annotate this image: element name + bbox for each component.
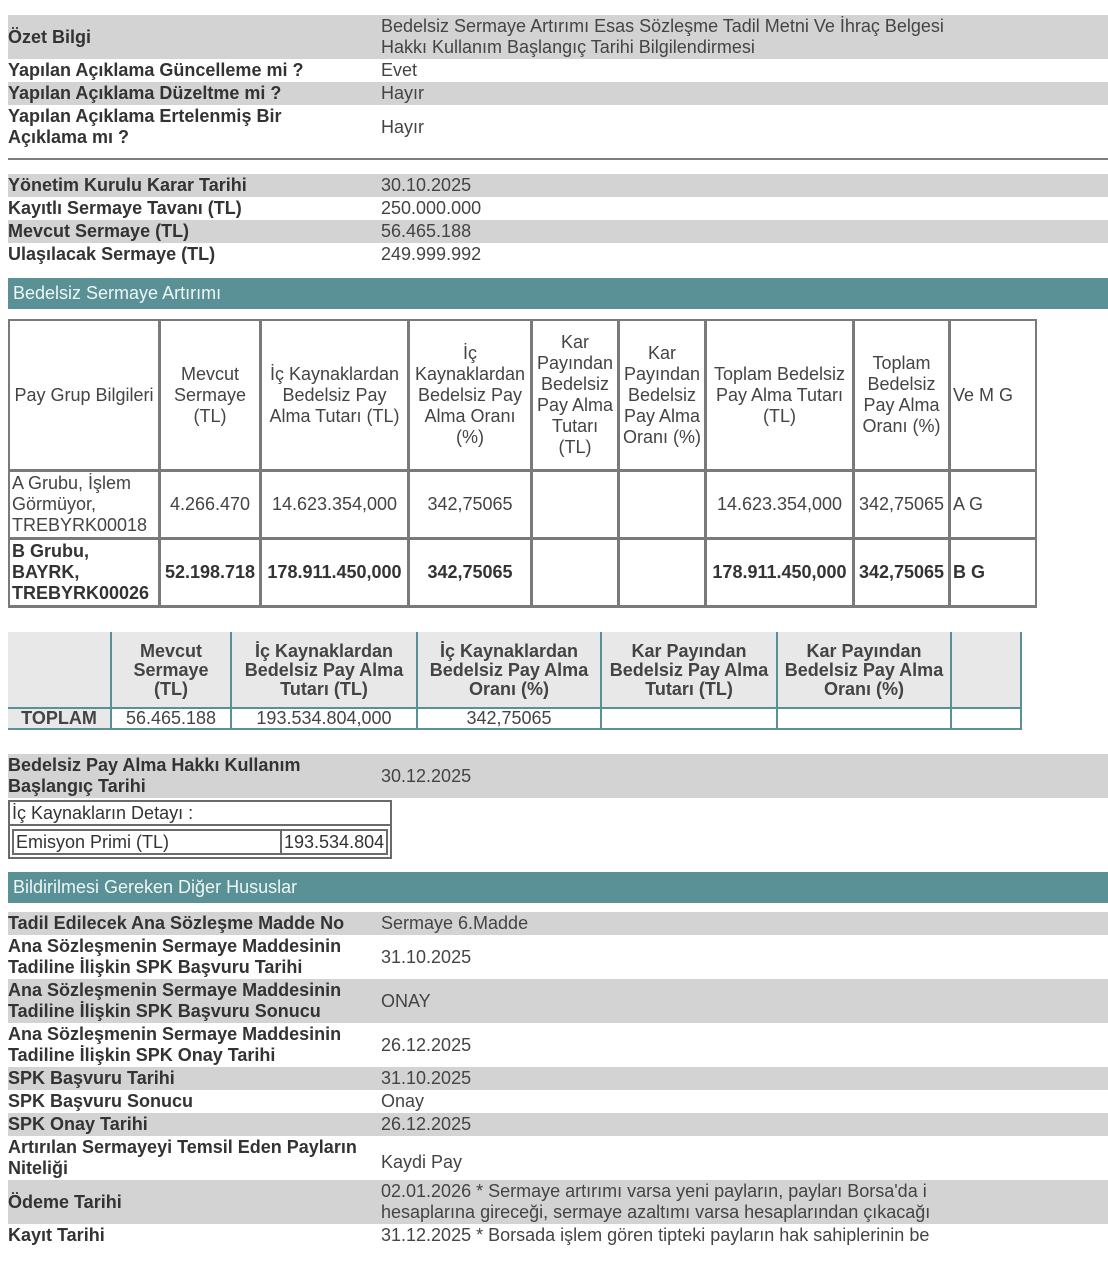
rights-value: 30.12.2025 — [381, 754, 1108, 798]
capital-value: 30.10.2025 — [381, 174, 1108, 197]
capital-label: Ulaşılacak Sermaye (TL) — [8, 244, 216, 264]
group-table — [8, 319, 1037, 608]
other-label: Ödeme Tarihi — [8, 1180, 381, 1224]
summary-label: Özet Bilgi — [8, 15, 381, 59]
other-label: Kayıt Tarihi — [8, 1225, 105, 1245]
ic-tutar-cell: 14.623.354,000 — [260, 470, 408, 538]
header-cell: İç Kaynaklardan Bedelsiz Pay Alma Tutarı (TL) — [260, 319, 408, 470]
total-mevcut: 56.465.188 — [111, 708, 231, 729]
header-cell: Kar Payından Bedelsiz Pay Alma Tutarı (TL) — [601, 632, 777, 708]
header-cell: İç Kaynaklardan Bedelsiz Pay Alma Oranı (%) — [417, 632, 601, 708]
other-row — [8, 1090, 1108, 1113]
emisyon-label: Emisyon Primi (TL) — [14, 829, 282, 853]
header-cell: Kar Payından Bedelsiz Pay Alma Tutarı (TL) — [531, 319, 618, 470]
total-kar-oran — [777, 708, 951, 729]
other-value: ONAY — [381, 979, 1108, 1023]
group-table-header — [8, 319, 1036, 470]
toplam-oran-cell: 342,75065 — [853, 470, 949, 538]
other-label: SPK Başvuru Tarihi — [8, 1067, 381, 1090]
kar-oran-cell — [618, 470, 705, 538]
other-value-line: 02.01.2026 * Sermaye artırımı varsa yeni payların, payları Borsa'da i — [381, 1181, 927, 1201]
other-table — [8, 912, 1108, 1247]
capital-value: 249.999.992 — [381, 244, 482, 264]
divider — [8, 158, 1108, 160]
other-value — [381, 1180, 1108, 1224]
group-row — [8, 470, 1036, 538]
other-value: 31.10.2025 — [381, 946, 472, 967]
other-value: Kaydi Pay — [381, 1151, 463, 1172]
toplam-tutar-cell: 14.623.354,000 — [705, 470, 853, 538]
other-label: Ana Sözleşmenin Sermaye Maddesinin Tadiline İlişkin SPK Başvuru Tarihi — [8, 936, 342, 977]
header-cell: Mevcut Sermaye (TL) — [159, 319, 260, 470]
header-cell: Mevcut Sermaye (TL) — [111, 632, 231, 708]
summary-table — [8, 15, 1108, 149]
summary-row — [8, 82, 1108, 105]
rights-row — [8, 754, 1108, 798]
mevcut-cell: 4.266.470 — [159, 470, 260, 538]
summary-value — [381, 15, 1108, 59]
header-cell — [951, 632, 1021, 708]
summary-label: Yapılan Açıklama Düzeltme mi ? — [8, 82, 381, 105]
capital-label: Kayıtlı Sermaye Tavanı (TL) — [8, 198, 242, 218]
summary-row — [8, 105, 1108, 149]
total-kar-tutar — [601, 708, 777, 729]
other-value: Onay — [381, 1091, 425, 1111]
group-cell: A Grubu, İşlem Görmüyor, TREBYRK00018 — [8, 470, 159, 538]
capital-row — [8, 220, 1108, 243]
other-row — [8, 1224, 1108, 1247]
header-cell: Ve M G — [949, 319, 1036, 470]
header-cell: İç Kaynaklardan Bedelsiz Pay Alma Oranı (%) — [408, 319, 531, 470]
total-row — [8, 708, 1021, 729]
section-header-bedelsiz: Bedelsiz Sermaye Artırımı — [8, 278, 1108, 309]
internal-detail-box — [8, 800, 392, 859]
total-ic-tutar: 193.534.804,000 — [231, 708, 417, 729]
summary-value: Hayır — [381, 82, 1108, 105]
other-label: SPK Onay Tarihi — [8, 1113, 381, 1136]
toplam-oran-cell: 342,75065 — [853, 538, 949, 606]
summary-label: Yapılan Açıklama Güncelleme mi ? — [8, 60, 304, 80]
capital-row — [8, 243, 1108, 266]
ic-oran-cell: 342,75065 — [408, 470, 531, 538]
header-cell: Kar Payından Bedelsiz Pay Alma Oranı (%) — [777, 632, 951, 708]
other-row — [8, 1180, 1108, 1224]
header-cell: İç Kaynaklardan Bedelsiz Pay Alma Tutarı (TL) — [231, 632, 417, 708]
internal-detail-row — [12, 829, 388, 855]
summary-label: Yapılan Açıklama Ertelenmiş Bir Açıklama mı ? — [8, 106, 282, 147]
summary-row — [8, 59, 1108, 82]
other-label: Artırılan Sermayeyi Temsil Eden Payların Niteliği — [8, 1137, 357, 1178]
extra-cell: B G — [949, 538, 1036, 606]
summary-row — [8, 15, 1108, 59]
kar-tutar-cell — [531, 538, 618, 606]
summary-value: Evet — [381, 60, 418, 80]
other-row — [8, 1067, 1108, 1090]
toplam-tutar-cell: 178.911.450,000 — [705, 538, 853, 606]
other-value: 26.12.2025 — [381, 1113, 1108, 1136]
other-label: SPK Başvuru Sonucu — [8, 1091, 194, 1111]
rights-label: Bedelsiz Pay Alma Hakkı Kullanım Başlangıç Tarihi — [8, 754, 381, 798]
capital-label: Yönetim Kurulu Karar Tarihi — [8, 174, 381, 197]
internal-detail-title: İç Kaynakların Detayı : — [10, 802, 390, 826]
summary-value: Hayır — [381, 116, 425, 137]
header-cell: Toplam Bedelsiz Pay Alma Tutarı (TL) — [705, 319, 853, 470]
group-row — [8, 538, 1036, 606]
other-row — [8, 1113, 1108, 1136]
other-row — [8, 1136, 1108, 1180]
ic-oran-cell: 342,75065 — [408, 538, 531, 606]
capital-value: 56.465.188 — [381, 220, 1108, 243]
total-table — [8, 632, 1022, 730]
other-value: 26.12.2025 — [381, 1034, 472, 1055]
total-extra — [951, 708, 1021, 729]
other-row — [8, 1023, 1108, 1067]
header-cell — [8, 632, 111, 708]
ic-tutar-cell: 178.911.450,000 — [260, 538, 408, 606]
capital-row — [8, 174, 1108, 197]
total-label: TOPLAM — [8, 708, 111, 729]
other-value: 31.10.2025 — [381, 1067, 1108, 1090]
other-value-line: hesaplarına gireceği, sermaye azaltımı varsa hesaplarından çıkacağı — [381, 1202, 931, 1222]
other-row — [8, 935, 1108, 979]
capital-label: Mevcut Sermaye (TL) — [8, 220, 381, 243]
header-cell: Pay Grup Bilgileri — [8, 319, 159, 470]
total-table-header — [8, 632, 1021, 708]
kar-tutar-cell — [531, 470, 618, 538]
other-value: 31.12.2025 * Borsada işlem gören tipteki payların hak sahiplerinin be — [381, 1225, 930, 1245]
header-cell: Kar Payından Bedelsiz Pay Alma Oranı (%) — [618, 319, 705, 470]
summary-value-line: Hakkı Kullanım Başlangıç Tarihi Bilgilendirmesi — [381, 37, 755, 57]
other-row — [8, 979, 1108, 1023]
mevcut-cell: 52.198.718 — [159, 538, 260, 606]
emisyon-value: 193.534.804 — [284, 832, 385, 852]
header-cell: Toplam Bedelsiz Pay Alma Oranı (%) — [853, 319, 949, 470]
extra-cell: A G — [949, 470, 1036, 538]
summary-value-line: Bedelsiz Sermaye Artırımı Esas Sözleşme Tadil Metni Ve İhraç Belgesi — [381, 16, 944, 36]
other-row — [8, 912, 1108, 935]
disclosure-page — [8, 0, 1108, 1247]
capital-row — [8, 197, 1108, 220]
kar-oran-cell — [618, 538, 705, 606]
other-label: Ana Sözleşmenin Sermaye Maddesinin Tadiline İlişkin SPK Onay Tarihi — [8, 1024, 342, 1065]
rights-table — [8, 754, 1108, 798]
other-value: Sermaye 6.Madde — [381, 912, 1108, 935]
capital-table — [8, 174, 1108, 266]
other-label: Tadil Edilecek Ana Sözleşme Madde No — [8, 912, 381, 935]
total-ic-oran: 342,75065 — [417, 708, 601, 729]
group-cell: B Grubu, BAYRK, TREBYRK00026 — [8, 538, 159, 606]
other-label: Ana Sözleşmenin Sermaye Maddesinin Tadiline İlişkin SPK Başvuru Sonucu — [8, 979, 381, 1023]
section-header-diger: Bildirilmesi Gereken Diğer Hususlar — [8, 872, 1108, 903]
capital-value: 250.000.000 — [381, 198, 482, 218]
